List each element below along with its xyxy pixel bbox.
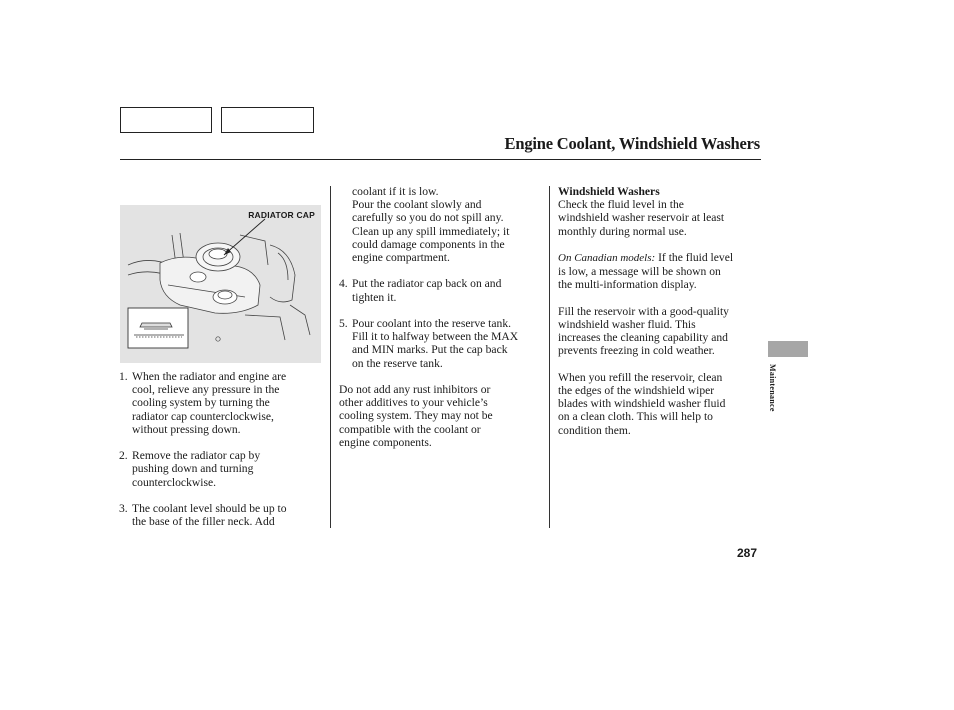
step-number: 1. [119, 370, 128, 383]
step-5 [339, 317, 544, 370]
column-right [558, 185, 763, 450]
main-menu-button[interactable] [120, 107, 212, 133]
refill-instructions: When you refill the reservoir, clean the edges of the windshield wiper blades with windshield washer fluid on a clean cloth. This will help to condition them. [558, 370, 726, 437]
step-2 [119, 449, 321, 489]
canadian-models-note [558, 251, 763, 292]
section-tab-label: Maintenance [768, 364, 777, 412]
step-text: Pour coolant into the reserve tank. Fill it to halfway between the MAX and MIN marks. Put the cap back on the reserve tank. [352, 317, 519, 370]
canadian-models-lead: On Canadian models: [558, 252, 656, 264]
additive-warning: Do not add any rust inhibitors or other additives to your vehicle’s cooling system. They may not be compatible with the coolant or engine components. [339, 383, 493, 449]
title-divider [120, 159, 761, 160]
page-title: Engine Coolant, Windshield Washers [504, 134, 760, 153]
canadian-models-text: If the fluid level is low, a message will be shown on the multi-information display. [558, 251, 734, 292]
step-4 [339, 277, 544, 303]
column-divider-left [330, 186, 331, 528]
step-text: When the radiator and engine are cool, relieve any pressure in the cooling system by turning the radiator cap counterclockwise, without pressing down. [132, 370, 287, 436]
step-text: Remove the radiator cap by pushing down and turning counterclockwise. [132, 449, 261, 489]
fill-instructions: Fill the reservoir with a good-quality windshield washer fluid. This increases the cleaning capability and prevents freezing in cold weather. [558, 304, 729, 358]
step-number: 4. [339, 277, 348, 291]
step-text: The coolant level should be up to the base of the filler neck. Add [132, 502, 287, 529]
page-number: 287 [737, 546, 758, 560]
step-number: 3. [119, 502, 128, 515]
index-button[interactable] [221, 107, 314, 133]
step-3-continuation: coolant if it is low. Pour the coolant slowly and carefully so you do not spill any. Clean up any spill immediately; it could damage components in the engine compartment. [352, 185, 510, 265]
section-heading: Windshield Washers [558, 185, 660, 198]
column-divider-right [549, 186, 550, 528]
engine-bay-drawing [120, 205, 321, 363]
radiator-cap-callout: RADIATOR CAP [248, 210, 315, 220]
section-tab[interactable] [768, 341, 808, 357]
step-3 [119, 502, 321, 528]
column-left [119, 370, 321, 542]
step-1 [119, 370, 321, 436]
radiator-cap-illustration [120, 205, 321, 363]
washer-intro: Check the fluid level in the windshield washer reservoir at least monthly during normal use. [558, 198, 725, 238]
step-number: 5. [339, 317, 348, 330]
step-number: 2. [119, 449, 128, 463]
column-middle [339, 185, 544, 462]
step-text: Put the radiator cap back on and tighten it. [352, 277, 502, 304]
